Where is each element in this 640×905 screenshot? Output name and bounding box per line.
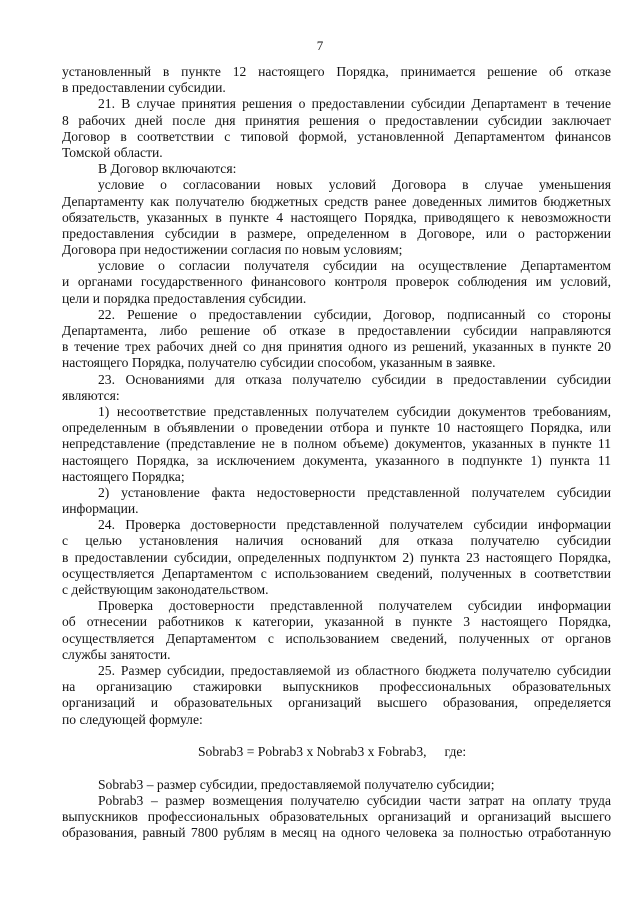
text-line: на организацию стажировки выпускников профессиональных образовательных [62, 679, 611, 695]
text-line: по следующей формуле: [62, 711, 203, 727]
text-line: 23. Основаниями для отказа получателю субсидии в предоставлении субсидии [98, 371, 611, 387]
text-line: 21. В случае принятия решения о предоставлении субсидии Департамент в течение [98, 96, 611, 112]
text-line: Томской области. [62, 144, 163, 160]
text-line: Департамента, либо решение об отказе в предоставлении субсидии направляются [62, 323, 611, 338]
text-line: 8 рабочих дней после дня принятия решения о предоставлении субсидии заключает [62, 112, 611, 128]
text-line: непредставление (представление не в полном объеме) документов, указанных в пункте 11 [62, 436, 611, 452]
text-line: 24. Проверка достоверности представленной получателем субсидии информации [98, 517, 611, 533]
text-line: об отнесении работников к категории, указанной в пункте 3 настоящего Порядка, [62, 614, 611, 630]
text-line: настоящего Порядка, получателю субсидии способом, указанным в заявке. [62, 355, 496, 371]
text-line: образования, равный 7800 рублям в месяц на одного человека за полностью отработанную [62, 825, 611, 841]
paragraph-p-21 [62, 96, 611, 161]
text-line: и органами государственного финансового контроля проверок соблюдения им условий, [62, 274, 611, 290]
text-line: условие о согласии получателя субсидии на осуществление Департаментом [98, 258, 611, 274]
paragraph-p-uslovie-2 [62, 258, 611, 307]
text-line: в течение трех рабочих дней со дня принятия одного из решений, указанных в пункте 20 [62, 339, 611, 355]
text-line: Договора при недостижении согласия по новым условиям; [62, 242, 403, 258]
paragraph-p-25 [62, 663, 611, 728]
paragraph-p-24 [62, 517, 611, 598]
formula [62, 744, 611, 760]
text-line: установленный в пункте 12 настоящего Порядка, принимается решение об отказе [62, 64, 611, 79]
paragraph-p-23-2 [62, 485, 611, 517]
text-line: являются: [62, 387, 120, 403]
text-line: 1) несоответствие представленных получателем субсидии документов требованиям, [98, 403, 611, 419]
text-line: Департаменту как получателю бюджетных средств ранее доведенных лимитов бюджетных [62, 193, 611, 209]
text-line: настоящего Порядка; [62, 468, 185, 484]
text-line: организаций и образовательных организаций высшего образования, определяется [62, 695, 611, 711]
text-line: 25. Размер субсидии, предоставляемой из областного бюджета получателю субсидии [98, 662, 611, 678]
text-line: осуществляется Департаментом с использованием сведений, полученных в соответствии [62, 565, 611, 581]
text-line: Договор в соответствии с типовой формой, установленной Департаментом финансов [62, 128, 611, 144]
page-number: 7 [316, 38, 324, 53]
text-line: определенным в объявлении о проведении отбора и пункте 10 настоящего Порядка, или [62, 420, 611, 436]
text-line: Pobrab3 – размер возмещения получателю субсидии части затрат на оплату труда [98, 793, 611, 809]
text-line: 2) установление факта недостоверности представленной получателем субсидии [98, 484, 611, 500]
text-line: условие о согласовании новых условий Договора в случае уменьшения [98, 177, 611, 193]
text-line: осуществляется Департаментом с использованием сведений, полученных от органов [62, 630, 611, 646]
text-line: информации. [62, 501, 139, 517]
text-line: выпускников профессиональных образовательных организаций и организаций высшего [62, 809, 611, 825]
formula-expression: Sobrab3 = Pobrab3 x Nobrab3 x Fobrab3, [198, 743, 427, 759]
text-line: с целью установления наличия оснований для отказа получателю субсидии [62, 533, 611, 549]
text-line: цели и порядка предоставления субсидии. [62, 290, 307, 306]
text-line: настоящего Порядка, за исключением документа, указанного в подпункте 1) пункта 11 [62, 452, 611, 468]
paragraph-p-23 [62, 372, 611, 404]
paragraph-p-24-b [62, 598, 611, 663]
formula-where: где: [444, 743, 467, 759]
paragraphs-after-formula [62, 777, 611, 842]
paragraphs-before-formula [62, 64, 611, 728]
paragraph-p-cont [62, 64, 611, 96]
paragraph-p-23-1 [62, 404, 611, 485]
paragraph-p-uslovie-1 [62, 177, 611, 258]
text-line: в предоставлении субсидии. [62, 80, 226, 96]
text-line: с действующим законодательством. [62, 582, 269, 597]
paragraph-p-sobrab [62, 777, 611, 793]
text-line: в предоставлении субсидии, определенных подпунктом 2) пункта 23 настоящего Порядка, [62, 549, 611, 565]
paragraph-p-dogovor [62, 161, 611, 177]
text-line: Проверка достоверности представленной получателем субсидии информации [98, 598, 611, 614]
paragraph-p-pobrab [62, 793, 611, 842]
text-line: 22. Решение о предоставлении субсидии, Договор, подписанный со стороны [98, 306, 611, 322]
text-line: В Договор включаются: [98, 161, 237, 177]
text-line: службы занятости. [62, 646, 171, 662]
document-body [62, 64, 611, 842]
text-line: Sobrab3 – размер субсидии, предоставляемой получателю субсидии; [98, 776, 495, 792]
text-line: обязательств, указанных в пункте 4 настоящего Порядка, приводящего к невозможности [62, 209, 611, 225]
paragraph-p-22 [62, 307, 611, 372]
text-line: предоставления субсидии в размере, определенном в Договоре, или о расторжении [62, 225, 611, 241]
